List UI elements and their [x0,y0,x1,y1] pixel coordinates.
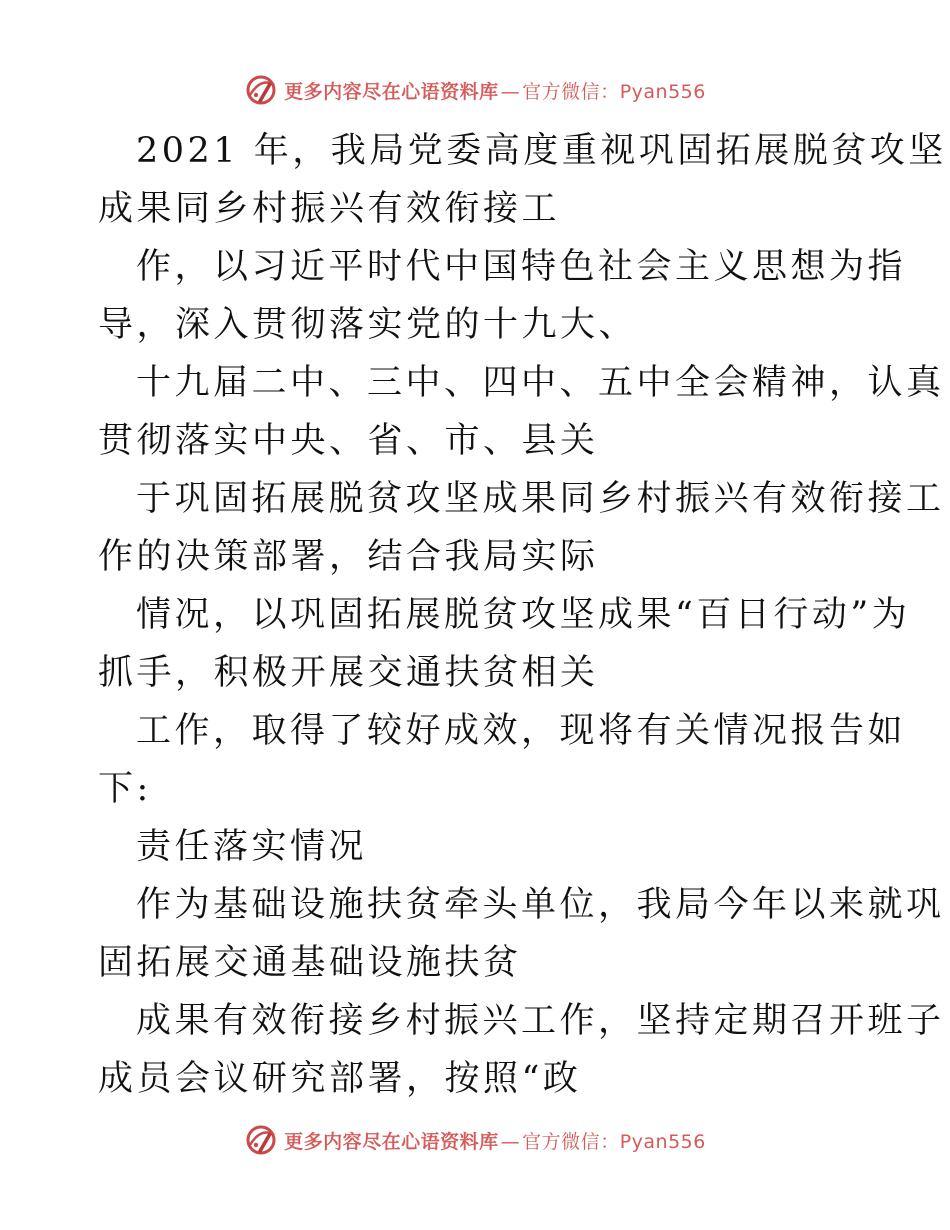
paragraph-line: 导，深入贯彻落实党的十九大、 [98,305,638,345]
paragraph-line: 成果同乡村振兴有效衔接工 [98,189,561,229]
document-body [98,122,947,1108]
paragraph [98,702,907,818]
paragraph-line: 作为基础设施扶贫牵头单位，我局今年以来就巩 [136,885,945,925]
section-heading-text: 责任落实情况 [136,827,368,867]
paragraph [98,122,947,238]
paragraph-line: 作的决策部署，结合我局实际 [98,537,599,577]
watermark-account: Pyan556 [619,1130,706,1153]
paragraph [98,992,945,1108]
header-watermark [0,70,950,110]
paragraph-line: 贯彻落实中央、省、市、县关 [98,421,599,461]
paragraph-line: 抓手，积极开展交通扶贫相关 [98,653,599,693]
paragraph-line: 十九届二中、三中、四中、五中全会精神，认真 [136,363,945,403]
paragraph-line: 成员会议研究部署，按照“政 [98,1059,582,1099]
section-heading [98,818,858,876]
watermark-label: 官方微信： [522,1130,620,1153]
paragraph [98,238,907,354]
paragraph [98,470,945,586]
paragraph-line: 工作，取得了较好成效，现将有关情况报告如 [136,711,907,751]
paragraph [98,586,911,702]
paragraph-line: 固拓展交通基础设施扶贫 [98,943,522,983]
watermark-brand: 更多内容尽在心语资料库 [284,1130,499,1153]
watermark-account: Pyan556 [619,80,706,103]
watermark-text [284,1127,706,1154]
pen-circle-logo-icon [244,1123,278,1157]
footer-watermark [0,1120,950,1160]
paragraph-line: 成果有效衔接乡村振兴工作，坚持定期召开班子 [136,1001,945,1041]
watermark-text [284,77,706,104]
paragraph-line: 情况，以巩固拓展脱贫攻坚成果“百日行动”为 [136,595,911,635]
watermark-brand: 更多内容尽在心语资料库 [284,80,499,103]
paragraph-line: 于巩固拓展脱贫攻坚成果同乡村振兴有效衔接工 [136,479,945,519]
paragraph [98,876,945,992]
watermark-label: 官方微信： [522,80,620,103]
paragraph-line: 2021 年，我局党委高度重视巩固拓展脱贫攻坚 [136,131,947,171]
pen-circle-logo-icon [244,73,278,107]
watermark-separator: — [500,1130,521,1153]
paragraph-line: 下: [98,769,152,809]
paragraph-line: 作，以习近平时代中国特色社会主义思想为指 [136,247,907,287]
paragraph [98,354,945,470]
watermark-separator: — [500,80,521,103]
